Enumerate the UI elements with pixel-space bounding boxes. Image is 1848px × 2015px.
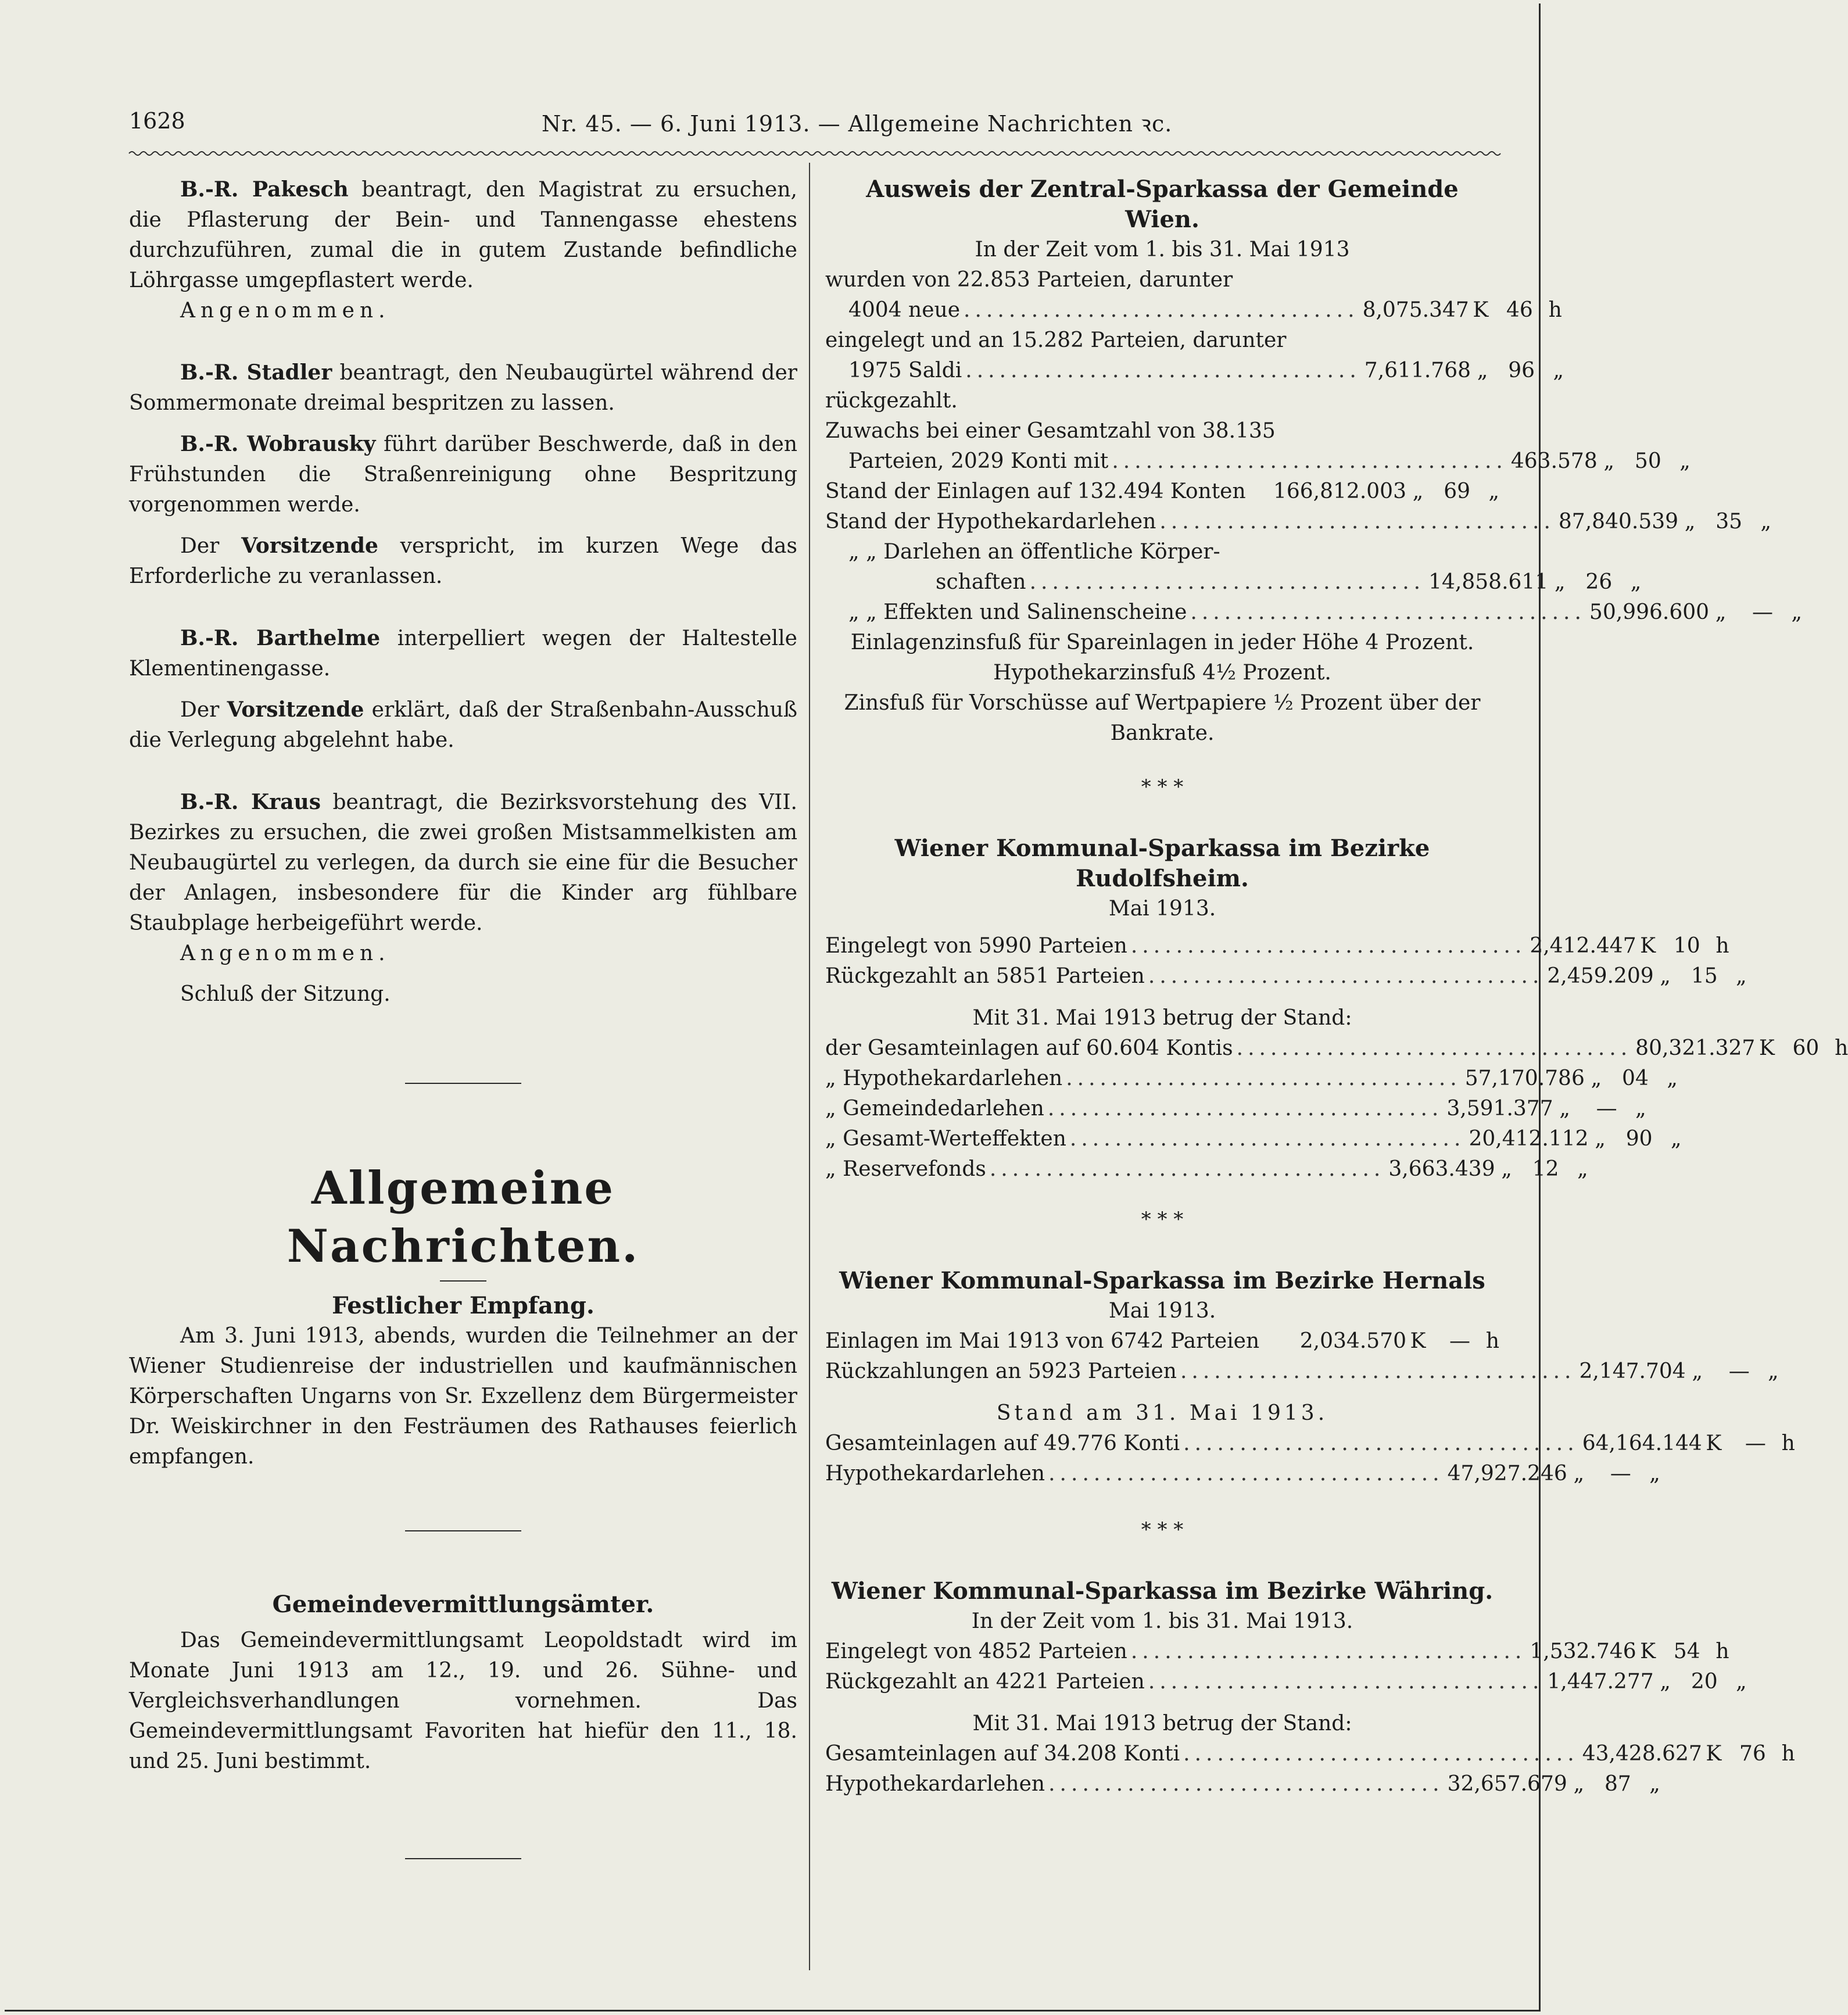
zentral-row-neue: 4004 neue ................................... 8,075.347 K 46 h (848, 298, 1562, 322)
page-number: 1628 (129, 108, 185, 134)
running-title: Nr. 45. — 6. Juni 1913. — Allgemeine Nachrichten ꝛc. (542, 111, 1173, 137)
paragraph-vorsitzende-1: Der Vorsitzende verspricht, im kurzen Wege das Erforderliche zu veranlassen. (129, 534, 797, 588)
zentral-row-saldi: 1975 Saldi ................................... 7,611.768 „ 96 „ (848, 359, 1564, 382)
empfang-title: Festlicher Empfang. (332, 1292, 594, 1319)
waehring-period: In der Zeit vom 1. bis 31. Mai 1913. (971, 1609, 1353, 1633)
rudolfsheim-row-gesamteinlagen: der Gesamteinlagen auf 60.604 Kontis ................................... 80,321.327 K 60 h (825, 1036, 1848, 1060)
paragraph-stadler: B.-R. Stadler beantragt, den Neubaugürtel während der Sommermonate dreimal bespritzen zu lassen. (129, 360, 797, 415)
angenommen-2: Angenommen. (180, 942, 391, 965)
paragraph-wobrausky: B.-R. Wobrausky führt darüber Beschwerde, daß in den Frühstunden die Straßenreinigung ohne Bespritzung vorgenommen werde. (129, 432, 798, 517)
stars-separator-1: * * * (1141, 775, 1184, 799)
rudolfsheim-stand: Mit 31. Mai 1913 betrug der Stand: (972, 1006, 1352, 1030)
angenommen-1: Angenommen. (180, 299, 391, 323)
zentral-line-2: eingelegt und an 15.282 Parteien, darunter (825, 328, 1287, 352)
hernals-row-einlagen: Einlagen im Mai 1913 von 6742 Parteien 2,034.570 K — h (825, 1329, 1499, 1353)
waehring-row-eingelegt: Eingelegt von 4852 Parteien ................................... 1,532.746 K 54 h (825, 1640, 1729, 1663)
stars-separator-2: * * * (1141, 1208, 1184, 1231)
schluss-der-sitzung: Schluß der Sitzung. (180, 982, 391, 1006)
zentral-row-einlagen: Stand der Einlagen auf 132.494 Konten 166,812.003 „ 69 „ (825, 479, 1499, 503)
gva-title: Gemeindevermittlungsämter. (272, 1591, 654, 1618)
zentral-row-zuwachs: Parteien, 2029 Konti mit ................................... 463.578 „ 50 „ (848, 449, 1691, 473)
column-divider (809, 163, 810, 1970)
waehring-row-hypothekar: Hypothekardarlehen ................................... 32,657.679 „ 87 „ (825, 1772, 1660, 1796)
section-title: Allgemeine Nachrichten. (286, 1162, 640, 1273)
rudolfsheim-row-werteffekten: „ Gesamt-Werteffekten ................................... 20,412.112 „ 90 „ (825, 1127, 1682, 1151)
zentral-line-6: Einlagenzinsfuß für Spareinlagen in jeder Höhe 4 Prozent. (850, 631, 1474, 654)
zentral-line-7: Hypothekarzinsfuß 4½ Prozent. (993, 661, 1331, 685)
rudolfsheim-title: Wiener Kommunal-Sparkassa im Bezirke Rudolfsheim. (894, 835, 1430, 892)
rudolfsheim-row-hypothekar: „ Hypothekardarlehen ................................... 57,170.786 „ 04 „ (825, 1066, 1678, 1090)
paragraph-kraus: B.-R. Kraus beantragt, die Bezirksvorstehung des VII. Bezirkes zu ersuchen, die zwei großen Mistsammelkisten am Neubaugürtel zu verlegen, da durch sie eine für die Besucher der Anlagen, insbesondere für die Kinder arg fühlbare Staubplage herbeigeführt werde. (129, 790, 797, 935)
hernals-stand: Stand am 31. Mai 1913. (996, 1401, 1328, 1425)
paragraph-vorsitzende-2: Der Vorsitzende erklärt, daß der Straßenbahn-Ausschuß die Verlegung abgelehnt habe. (129, 697, 797, 752)
stars-separator-3: * * * (1141, 1518, 1184, 1541)
hernals-row-rueckzahlungen: Rückzahlungen an 5923 Parteien ................................... 2,147.704 „ — „ (825, 1359, 1779, 1383)
zentral-row-hypothekar: Stand der Hypothekardarlehen ................................... 87,840.539 „ 35 „ (825, 510, 1772, 534)
gva-text: Das Gemeindevermittlungsamt Leopoldstadt wird im Monate Juni 1913 am 12., 19. und 26. Sühne- und Vergleichsverhandlungen vornehmen. Das Gemeindevermittlungsamt Favoriten hat hiefür den 11., 18. und 25. Juni bestimmt. (129, 1629, 797, 1773)
hernals-row-hypothekar: Hypothekardarlehen ................................... 47,927.246 „ — „ (825, 1462, 1660, 1486)
right-column (825, 174, 1848, 1799)
hernals-period: Mai 1913. (1108, 1299, 1216, 1323)
rudolfsheim-row-rueckgezahlt: Rückgezahlt an 5851 Parteien ................................... 2,459.209 „ 15 „ (825, 964, 1747, 988)
paragraph-pakesch: B.-R. Pakesch beantragt, den Magistrat zu ersuchen, die Pflasterung der Bein- und Tannengasse ehestens durchzuführen, zumal die in gutem Zustande befindliche Löhrgasse umgepflastert werde. (129, 177, 797, 292)
paragraph-barthelme: B.-R. Barthelme interpelliert wegen der Haltestelle Klementinengasse. (129, 626, 797, 681)
zentral-line-5: „ „ Darlehen an öffentliche Körper- (848, 540, 1220, 564)
zentral-title: Ausweis der Zentral-Sparkassa der Gemeinde Wien. (866, 176, 1459, 233)
waehring-stand: Mit 31. Mai 1913 betrug der Stand: (972, 1712, 1352, 1735)
waehring-row-rueckgezahlt: Rückgezahlt an 4221 Parteien ................................... 1,447.277 „ 20 „ (825, 1670, 1747, 1694)
separator-rule-3 (405, 1858, 521, 1859)
left-column (129, 174, 797, 1859)
zentral-line-4: Zuwachs bei einer Gesamtzahl von 38.135 (825, 419, 1276, 443)
zentral-row-effekten: „ „ Effekten und Salinenscheine ................................... 50,996.600 „ — „ (848, 600, 1803, 624)
hernals-row-gesamteinlagen: Gesamteinlagen auf 49.776 Konti ................................... 64,164.144 K — h (825, 1431, 1795, 1455)
rudolfsheim-row-eingelegt: Eingelegt von 5990 Parteien ................................... 2,412.447 K 10 h (825, 934, 1729, 958)
hernals-title: Wiener Kommunal-Sparkassa im Bezirke Hernals (839, 1267, 1485, 1294)
empfang-text: Am 3. Juni 1913, abends, wurden die Teilnehmer an der Wiener Studienreise der industriellen und kaufmännischen Körperschaften Ungarns von Sr. Exzellenz dem Bürgermeister Dr. Weiskirchner in den Festräumen des Rathauses feierlich empfangen. (129, 1324, 797, 1469)
rudolfsheim-period: Mai 1913. (1108, 897, 1216, 921)
rudolfsheim-row-reservefonds: „ Reservefonds ................................... 3,663.439 „ 12 „ (825, 1157, 1588, 1181)
header-wavy-rule (129, 150, 1500, 157)
waehring-row-gesamteinlagen: Gesamteinlagen auf 34.208 Konti ................................... 43,428.627 K 76 h (825, 1742, 1795, 1766)
rudolfsheim-row-gemeinde: „ Gemeindedarlehen ................................... 3,591.377 „ — „ (825, 1097, 1646, 1121)
zentral-line-3: rückgezahlt. (825, 389, 958, 413)
zentral-row-schaften: schaften ................................... 14,858.611 „ 26 „ (936, 570, 1642, 594)
page-header (129, 108, 1500, 143)
zentral-line-8: Zinsfuß für Vorschüsse auf Wertpapiere ½ Prozent über der Bankrate. (844, 691, 1481, 745)
section-title-rule (440, 1280, 486, 1282)
zentral-period: In der Zeit vom 1. bis 31. Mai 1913 (975, 238, 1350, 262)
zentral-line-1: wurden von 22.853 Parteien, darunter (825, 268, 1233, 292)
waehring-title: Wiener Kommunal-Sparkassa im Bezirke Währing. (831, 1577, 1494, 1605)
